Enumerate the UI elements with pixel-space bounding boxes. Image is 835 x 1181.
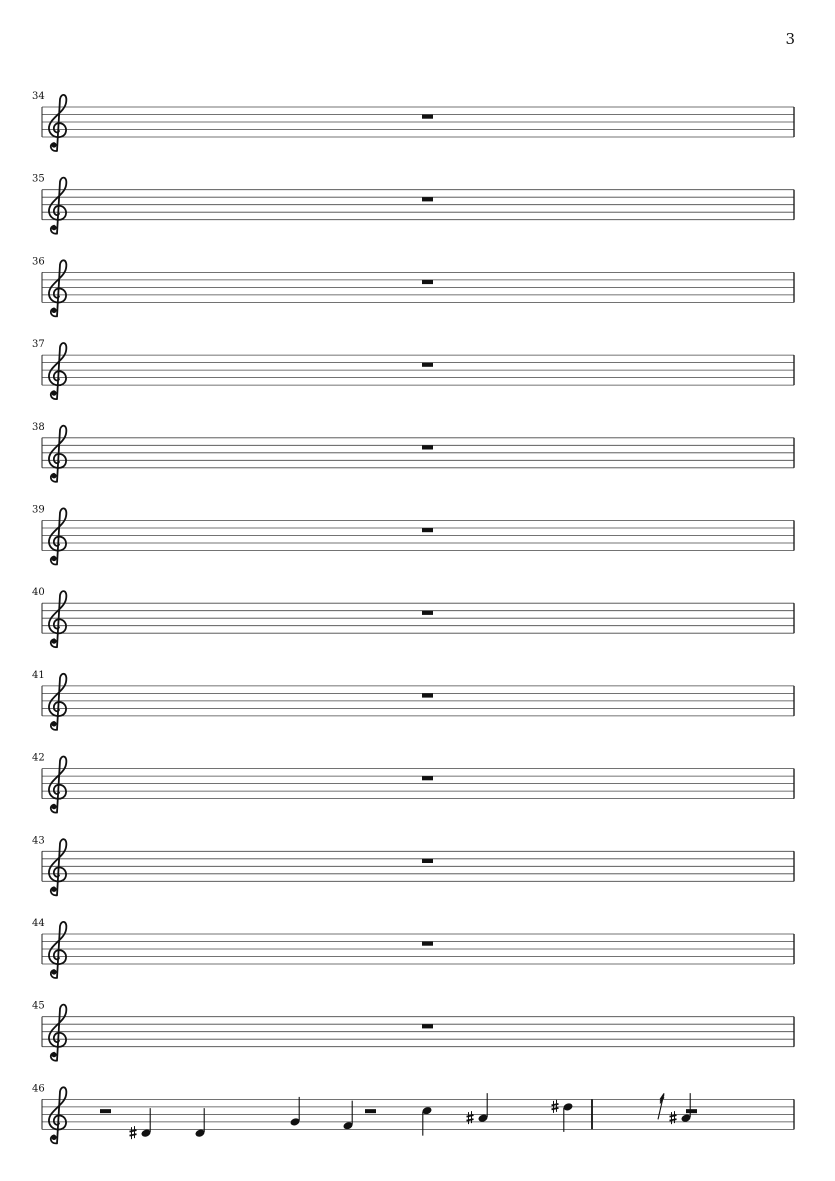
whole-rest (422, 528, 433, 532)
staff-system (32, 256, 794, 316)
treble-clef-icon (49, 178, 66, 234)
sharp-accidental (130, 1126, 137, 1139)
whole-rest (422, 280, 433, 284)
half-rest (686, 1109, 697, 1113)
measure-number: 37 (32, 339, 45, 351)
measure-number: 41 (32, 669, 45, 681)
measure-number: 36 (32, 256, 45, 268)
measure-number: 34 (32, 91, 45, 102)
clef-dot (51, 473, 56, 478)
treble-clef-icon (49, 95, 66, 151)
quarter-note (195, 1108, 206, 1138)
clef-dot (51, 721, 56, 726)
clef-dot (51, 142, 56, 147)
treble-clef-icon (49, 922, 66, 978)
measure-number: 35 (32, 173, 45, 185)
measure-number: 46 (32, 1083, 45, 1095)
clef-dot (51, 1135, 56, 1140)
staff-system (32, 587, 794, 647)
quarter-note (290, 1097, 301, 1127)
tiny-rest (658, 1093, 664, 1119)
treble-clef-icon (49, 508, 66, 564)
whole-rest (422, 611, 433, 615)
staff-system (32, 753, 794, 813)
quarter-note (422, 1106, 433, 1136)
staff-system (32, 835, 794, 895)
whole-rest (422, 693, 433, 697)
clef-dot (51, 225, 56, 230)
measure-number: 38 (32, 421, 45, 433)
clef-dot (51, 556, 56, 561)
sharp-accidental (552, 1100, 559, 1113)
treble-clef-icon (49, 260, 66, 316)
whole-rest (422, 363, 433, 367)
whole-rest (422, 942, 433, 946)
staff-system (32, 91, 794, 151)
half-rest (100, 1109, 111, 1113)
whole-rest (422, 197, 433, 201)
staff-system (32, 670, 794, 730)
measure-number: 45 (32, 1000, 45, 1012)
whole-rest (422, 445, 433, 449)
quarter-note (141, 1108, 152, 1138)
measure-number: 39 (32, 504, 45, 516)
measure-number: 44 (32, 918, 45, 929)
quarter-note (681, 1093, 692, 1123)
whole-rest (422, 115, 433, 119)
staff-system (32, 505, 794, 565)
staff-system-final (32, 1083, 794, 1143)
measure-number: 42 (32, 752, 45, 764)
treble-clef-icon (49, 757, 66, 813)
page-number: 3 (785, 30, 795, 48)
measure-number: 43 (32, 835, 45, 847)
clef-dot (51, 1052, 56, 1057)
staff-system (32, 1001, 794, 1061)
treble-clef-icon (49, 1005, 66, 1061)
staff-system (32, 339, 794, 399)
staff-system (32, 422, 794, 482)
whole-rest (422, 776, 433, 780)
whole-rest (422, 859, 433, 863)
treble-clef-icon (49, 426, 66, 482)
clef-dot (51, 887, 56, 892)
clef-dot (51, 639, 56, 644)
quarter-note (343, 1101, 354, 1131)
staff-system (32, 918, 794, 978)
quarter-note (478, 1093, 489, 1123)
clef-dot (51, 391, 56, 396)
clef-dot (51, 969, 56, 974)
treble-clef-icon (49, 343, 66, 399)
treble-clef-icon (49, 1087, 66, 1143)
treble-clef-icon (49, 839, 66, 895)
half-rest (365, 1109, 376, 1113)
treble-clef-icon (49, 674, 66, 730)
whole-rest (422, 1024, 433, 1028)
clef-dot (51, 308, 56, 313)
clef-dot (51, 804, 56, 809)
quarter-note (563, 1102, 574, 1132)
measure-number: 40 (32, 587, 45, 599)
treble-clef-icon (49, 591, 66, 647)
staff-system (32, 174, 794, 234)
